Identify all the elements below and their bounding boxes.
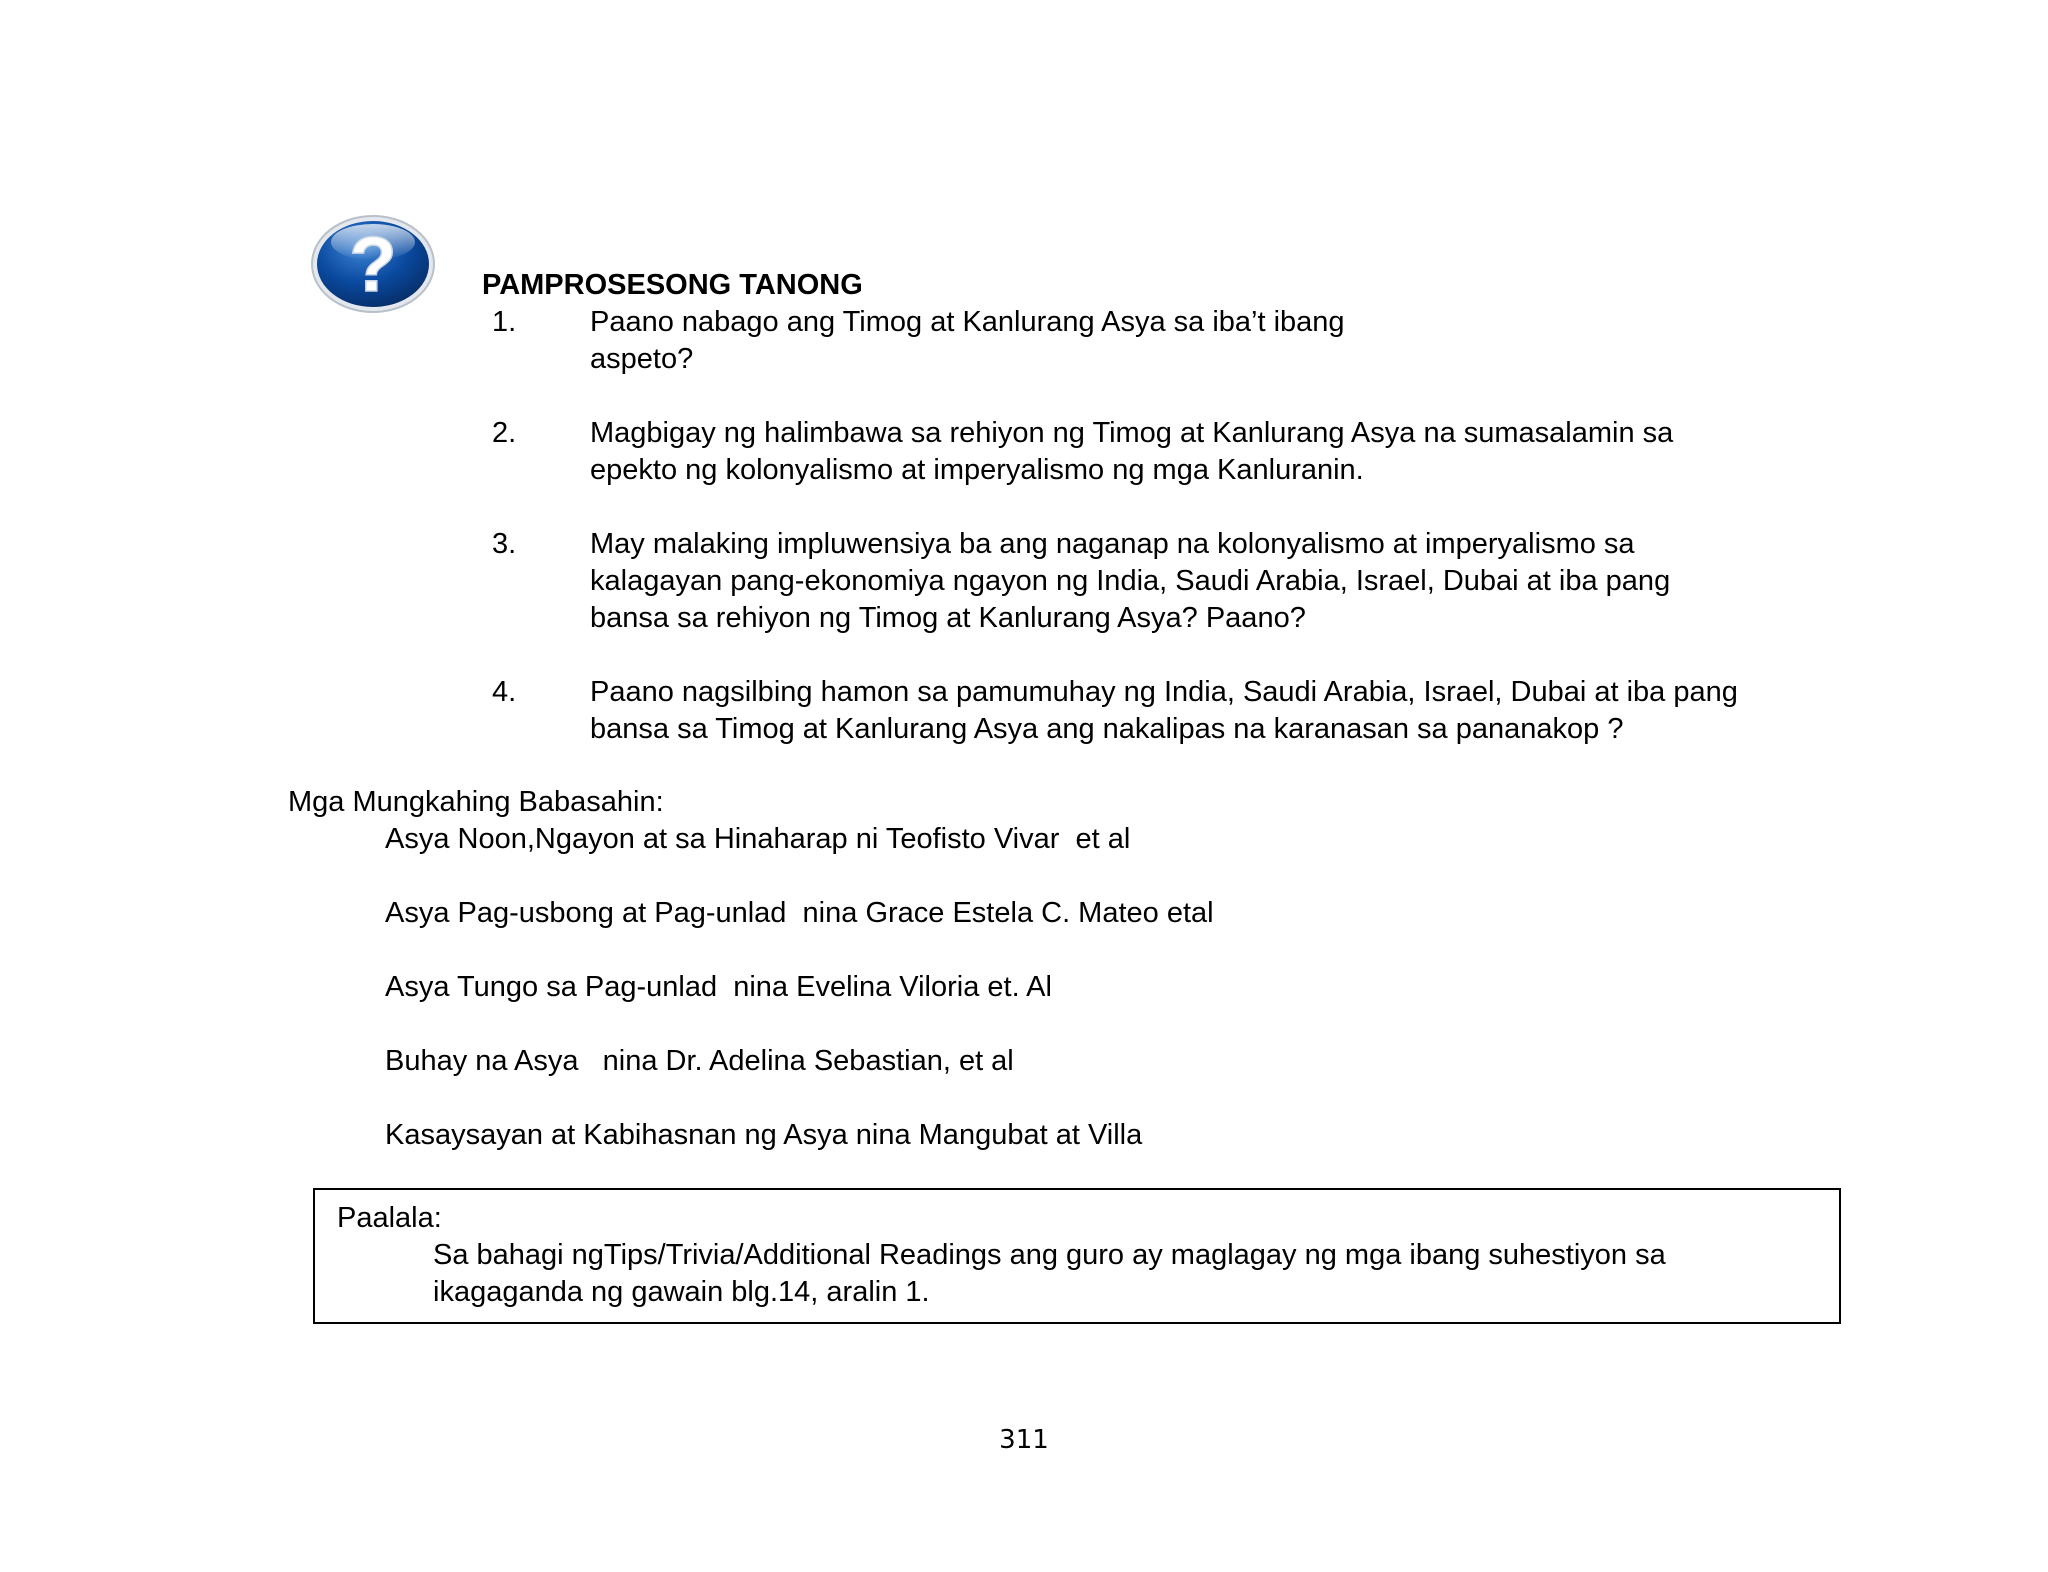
readings-title: Mga Mungkahing Babasahin:	[288, 786, 664, 818]
question-line: Paano nabago ang Timog at Kanlurang Asya sa iba’t ibang	[590, 306, 1345, 338]
question-number: 2.	[492, 417, 517, 449]
question-line: Magbigay ng halimbawa sa rehiyon ng Timog at Kanlurang Asya na sumasalamin sa	[590, 417, 1674, 449]
reading-item: Asya Pag-usbong at Pag-unlad nina Grace Estela C. Mateo etal	[385, 897, 1214, 929]
question-line: Paano nagsilbing hamon sa pamumuhay ng India, Saudi Arabia, Israel, Dubai at iba pang	[590, 676, 1738, 708]
readings-list	[385, 821, 1214, 1191]
reminder-title: Paalala:	[337, 1202, 442, 1234]
question-item	[492, 674, 1892, 748]
reminder-box	[313, 1188, 1841, 1324]
question-line: aspeto?	[590, 343, 694, 375]
question-text	[590, 526, 1892, 637]
question-icon	[310, 214, 436, 314]
question-text	[590, 674, 1892, 748]
question-number: 3.	[492, 528, 517, 560]
reading-item: Buhay na Asya nina Dr. Adelina Sebastian, et al	[385, 1045, 1014, 1077]
question-line: epekto ng kolonyalismo at imperyalismo ng mga Kanluranin.	[590, 454, 1364, 486]
question-item	[492, 304, 1892, 378]
question-line: May malaking impluwensiya ba ang naganap na kolonyalismo at imperyalismo sa	[590, 528, 1635, 560]
question-item	[492, 526, 1892, 637]
question-list	[492, 304, 1892, 785]
page-number: 311	[999, 1425, 1049, 1455]
reminder-line: Sa bahagi ngTips/Trivia/Additional Readings ang guro ay maglagay ng mga ibang suhestiyon sa	[433, 1239, 1666, 1271]
reminder-line: ikagaganda ng gawain blg.14, aralin 1.	[433, 1276, 930, 1308]
question-line: bansa sa rehiyon ng Timog at Kanlurang Asya? Paano?	[590, 602, 1306, 634]
question-item	[492, 415, 1892, 489]
reading-item: Asya Noon,Ngayon at sa Hinaharap ni Teofisto Vivar et al	[385, 823, 1131, 855]
reminder-body	[433, 1237, 1813, 1311]
question-number: 1.	[492, 306, 517, 338]
reading-item: Kasaysayan at Kabihasnan ng Asya nina Mangubat at Villa	[385, 1119, 1143, 1151]
page-heading: PAMPROSESONG TANONG	[482, 269, 863, 301]
question-text	[590, 304, 1892, 378]
question-number: 4.	[492, 676, 517, 708]
question-glyph: ?	[349, 220, 397, 308]
reading-item: Asya Tungo sa Pag-unlad nina Evelina Viloria et. Al	[385, 971, 1052, 1003]
question-text	[590, 415, 1892, 489]
question-line: bansa sa Timog at Kanlurang Asya ang nakalipas na karanasan sa pananakop ?	[590, 713, 1624, 745]
question-line: kalagayan pang-ekonomiya ngayon ng India, Saudi Arabia, Israel, Dubai at iba pang	[590, 565, 1671, 597]
